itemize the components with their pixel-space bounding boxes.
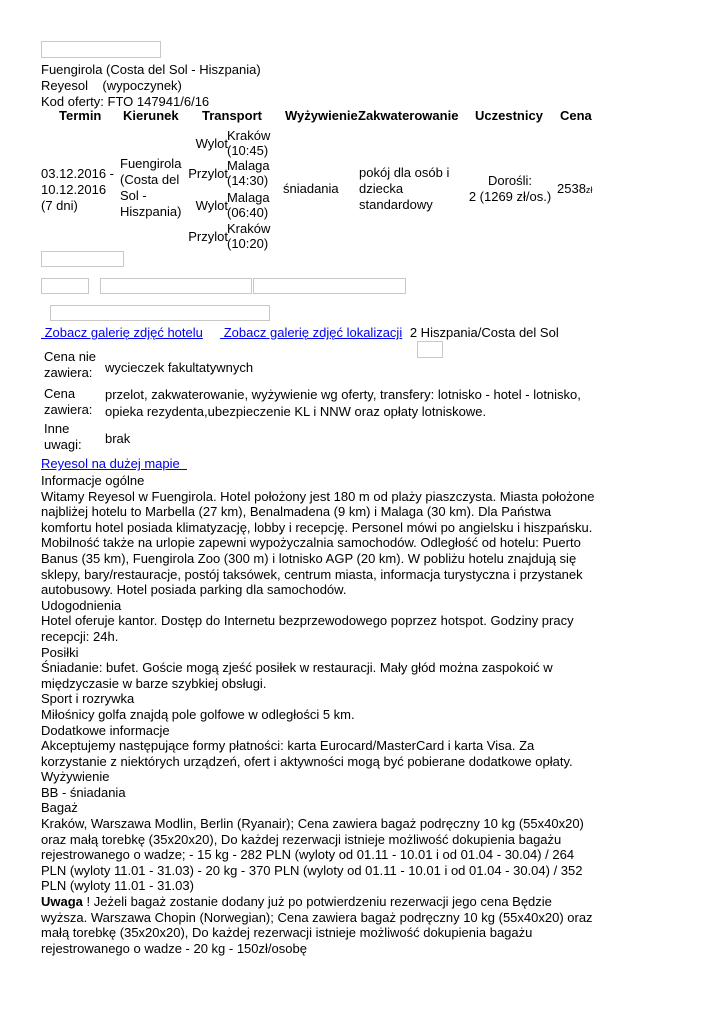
transport-type: Wylot xyxy=(195,136,228,151)
transport-leg xyxy=(184,221,284,251)
transport-time: (10:20) xyxy=(227,236,269,251)
warning-label: Uwaga xyxy=(41,894,83,910)
included-row xyxy=(41,385,683,421)
text-line: Śniadanie: bufet. Goście mogą zjeść posiłek w restauracji. Mały głód można zaspokoić w xyxy=(41,660,553,676)
warning-line xyxy=(41,894,601,910)
hotel-description xyxy=(41,473,601,956)
termin-to: 10.12.2016 xyxy=(41,182,107,197)
transport-time: (06:40) xyxy=(227,205,269,220)
text-line: komfortu hotel posiada klimatyzację, lobby i recepcję. Personel mówi po angielsku i hiszpańsku. xyxy=(41,519,593,535)
not-included-value: wycieczek fakultatywnych xyxy=(105,360,254,375)
zakwaterowanie-line: dziecka xyxy=(359,181,404,196)
uczestnicy-count: 2 (1269 zł/os.) xyxy=(468,189,552,204)
section-heading: Sport i rozrywka xyxy=(41,691,135,707)
hotel-gallery-link[interactable]: Zobacz galerię zdjęć hotelu xyxy=(41,325,203,340)
wyzywienie-cell: śniadania xyxy=(283,181,339,196)
other-row xyxy=(41,421,683,457)
text-line: Kraków, Warszawa Modlin, Berlin (Ryanair); Cena zawiera bagaż podręczny 10 kg (55x40x20) xyxy=(41,816,584,832)
text-line: rejestrowanego o wadze - 20 kg - 150zł/osobę xyxy=(41,940,307,956)
kierunek-line: (Costa del xyxy=(120,172,180,187)
kierunek-line: Hiszpania) xyxy=(120,204,182,219)
kierunek-cell xyxy=(120,156,181,220)
uczestnicy-adults: Dorośli: xyxy=(487,173,533,188)
text-line: Mobilność także na urlopie zapewni wypożyczalnia samochodów. Odległość od hotelu: Puerto xyxy=(41,535,581,551)
section-heading: Bagaż xyxy=(41,800,78,816)
text-line: Akceptujemy następujące formy płatności: karta Eurocard/MasterCard i karta Visa. Za xyxy=(41,738,535,754)
empty-field-top xyxy=(41,41,161,58)
label-line: uwagi: xyxy=(44,437,82,452)
kierunek-line: Fuengirola xyxy=(120,156,182,171)
map-link[interactable]: Reyesol na dużej mapie xyxy=(41,456,187,471)
not-included-label xyxy=(44,349,100,381)
zakwaterowanie-line: standardowy xyxy=(359,197,433,212)
not-included-row xyxy=(41,349,683,385)
gallery-links xyxy=(41,325,559,341)
zakwaterowanie-line: pokój dla osób i xyxy=(359,165,450,180)
text-line: Witamy Reyesol w Fuengirola. Hotel położony jest 180 m od plaży piaszczysta. Miasta położone xyxy=(41,488,595,504)
text-line: BB - śniadania xyxy=(41,784,126,800)
text-line: małą torebkę (35x20x20), Do każdej rezerwacji istnieje możliwość dokupienia bagażu xyxy=(41,925,533,941)
section-heading: Dodatkowe informacje xyxy=(41,722,170,738)
empty-field xyxy=(253,278,406,294)
transport-time: (14:30) xyxy=(227,173,269,188)
text-line: oraz małą torebkę (35x20x20), Do każdej rezerwacji istnieje możliwość dokupienia bagażu xyxy=(41,831,562,847)
other-label xyxy=(44,421,100,453)
termin-from: 03.12.2016 - xyxy=(41,166,115,181)
termin-days: (7 dni) xyxy=(41,198,78,213)
offer-location: Fuengirola (Costa del Sol - Hiszpania) xyxy=(41,62,261,77)
label-line: Inne xyxy=(44,421,70,436)
text-line: międzyczasie w barze szybkiej obsługi. xyxy=(41,675,267,691)
text-line: najbliżej hotelu to Marbella (27 km), Benalmadena (9 km) i Malaga (30 km). Dla Państwa xyxy=(41,504,552,520)
label-line: zawiera: xyxy=(44,402,93,417)
header-cena: Cena xyxy=(560,108,592,123)
empty-field xyxy=(41,251,124,267)
zakwaterowanie-cell xyxy=(359,165,449,213)
transport-city: Malaga xyxy=(227,158,270,173)
section-heading: Udogodnienia xyxy=(41,597,122,613)
text-line: korzystanie z niektórych urządzeń, ofert i aktywności mogą być pobierane dodatkowe opłaty. xyxy=(41,753,573,769)
cena-unit: zł xyxy=(585,185,593,195)
included-label xyxy=(44,386,100,418)
transport-type: Wylot xyxy=(195,198,228,213)
text-line: autobusowy. Hotel posiada parking dla samochodów. xyxy=(41,582,347,598)
empty-field xyxy=(50,305,270,321)
included-value xyxy=(105,386,683,420)
empty-field xyxy=(100,278,252,294)
section-heading: Wyżywienie xyxy=(41,769,110,785)
header-uczestnicy: Uczestnicy xyxy=(475,108,543,123)
text-line: Miłośnicy golfa znajdą pole golfowe w odległości 5 km. xyxy=(41,706,355,722)
label-line: zawiera: xyxy=(44,365,93,380)
text-line: PLN (wyloty 11.01 - 31.03) xyxy=(41,878,194,894)
cena-value: 2538 xyxy=(557,181,586,196)
offer-table xyxy=(41,108,683,251)
transport-city: Kraków xyxy=(227,128,271,143)
header-kierunek: Kierunek xyxy=(123,108,179,123)
offer-code-label: Kod oferty: xyxy=(41,94,104,109)
other-value: brak xyxy=(105,431,131,446)
transport-time: (10:45) xyxy=(227,143,269,158)
section-heading: Informacje ogólne xyxy=(41,473,145,488)
warning-text: ! Jeżeli bagaż zostanie dodany już po potwierdzeniu rezerwacji jego cena Będzie xyxy=(82,894,552,910)
region-label: 2 Hiszpania/Costa del Sol xyxy=(409,325,559,340)
header-transport: Transport xyxy=(202,108,262,123)
uczestnicy-cell xyxy=(457,173,563,205)
header-zakwaterowanie: Zakwaterowanie xyxy=(358,108,459,123)
value-line: opieka rezydenta,ubezpieczenie KL i NNW oraz opłaty lotniskowe. xyxy=(105,404,487,419)
label-line: Cena nie xyxy=(44,349,97,364)
transport-leg xyxy=(184,190,284,220)
transport-leg xyxy=(184,158,284,188)
transport-type: Przylot xyxy=(188,166,228,181)
hotel-line: Reyesol (wypoczynek) xyxy=(41,78,182,93)
text-line: Banus (35 km), Fuengirola Zoo (300 m) i lotnisko AGP (20 km). W pobliżu hotelu znajdują się xyxy=(41,550,577,566)
cena-cell xyxy=(557,181,592,198)
location-gallery-link[interactable]: Zobacz galerię zdjęć lokalizacji xyxy=(220,325,403,340)
text-line: wyższa. Warszawa Chopin (Norwegian); Cena zawiera bagaż podręczny 10 kg (55x40x20) oraz xyxy=(41,909,593,925)
text-line: sklepy, bary/restauracje, postój taksówek, centrum miasta, informacja turystyczna i przystanek xyxy=(41,566,583,582)
kierunek-line: Sol - xyxy=(120,188,147,203)
transport-city: Kraków xyxy=(227,221,271,236)
transport-leg xyxy=(184,128,284,158)
label-line: Cena xyxy=(44,386,76,401)
text-line: PLN (wyloty 11.01 - 31.03) - 20 kg - 370 PLN (wyloty od 01.11 - 10.01 i od 01.04 - 30.04) / 352 xyxy=(41,862,583,878)
transport-city: Malaga xyxy=(227,190,270,205)
empty-field xyxy=(41,278,89,294)
text-line: rejestrowanego o wadze; - 15 kg - 282 PLN (wyloty od 01.11 - 10.01 i od 01.04 - 30.04) / 264 xyxy=(41,847,575,863)
value-line: przelot, zakwaterowanie, wyżywienie wg oferty, transfery: lotnisko - hotel - lotnisko, xyxy=(105,387,581,402)
transport-type: Przylot xyxy=(188,229,228,244)
section-heading: Posiłki xyxy=(41,644,79,660)
text-line: recepcji: 24h. xyxy=(41,628,119,644)
header-wyzywienie: Wyżywienie xyxy=(285,108,358,123)
offer-code-value: FTO 147941/6/16 xyxy=(107,94,210,109)
header-termin: Termin xyxy=(59,108,102,123)
termin-cell xyxy=(41,166,114,214)
text-line: Hotel oferuje kantor. Dostęp do Internetu bezprzewodowego poprzez hotspot. Godziny pracy xyxy=(41,613,574,629)
